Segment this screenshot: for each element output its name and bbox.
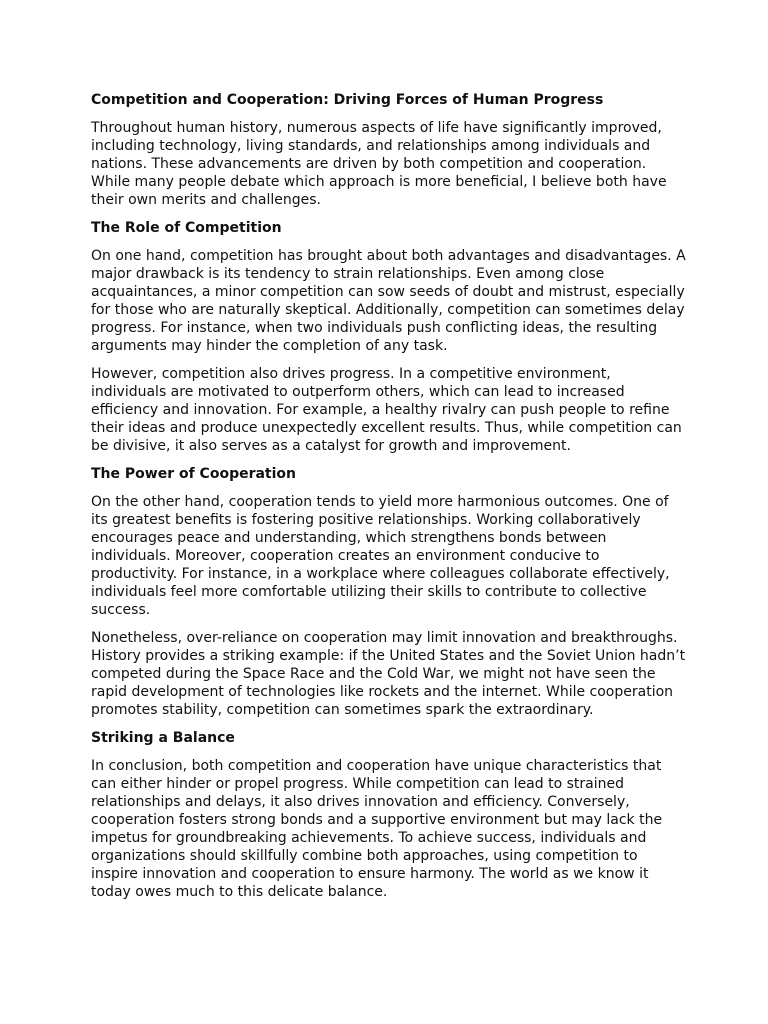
- document-title: Competition and Cooperation: Driving Forces of Human Progress: [91, 92, 604, 108]
- section-competition: [91, 219, 686, 455]
- section-paragraph: Nonetheless, over-reliance on cooperation may limit innovation and breakthroughs. History provides a striking example: if the United States and the Soviet Union hadn’t competed during the Space Race and the Cold War, we might not have seen the rapid development of technologies like rockets and the internet. While cooperation promotes stability, competition can sometimes spark the extraordinary.: [91, 630, 686, 718]
- section-paragraph: In conclusion, both competition and cooperation have unique characteristics that can either hinder or propel progress. While competition can lead to strained relationships and delays, it also drives innovation and efficiency. Conversely, cooperation fosters strong bonds and a supportive environment but may lack the impetus for groundbreaking achievements. To achieve success, individuals and organizations should skillfully combine both approaches, using competition to inspire innovation and cooperation to ensure harmony. The world as we know it today owes much to this delicate balance.: [91, 758, 663, 900]
- section-balance: [91, 729, 686, 901]
- section-heading: The Power of Cooperation: [91, 466, 297, 482]
- section-cooperation: [91, 465, 686, 719]
- section-heading: Striking a Balance: [91, 730, 235, 746]
- section-heading: The Role of Competition: [91, 220, 282, 236]
- section-paragraph: However, competition also drives progress. In a competitive environment, individuals are motivated to outperform others, which can lead to increased efficiency and innovation. For example, a healthy rivalry can push people to refine their ideas and produce unexpectedly excellent results. Thus, while competition can be divisive, it also serves as a catalyst for growth and improvement.: [91, 366, 682, 454]
- intro-paragraph: Throughout human history, numerous aspects of life have significantly improved, including technology, living standards, and relationships among individuals and nations. These advancements are driven by both competition and cooperation. While many people debate which approach is more beneficial, I believe both have their own merits and challenges.: [91, 120, 667, 208]
- section-paragraph: On the other hand, cooperation tends to yield more harmonious outcomes. One of its greatest benefits is fostering positive relationships. Working collaboratively encourages peace and understanding, which strengthens bonds between individuals. Moreover, cooperation creates an environment conducive to productivity. For instance, in a workplace where colleagues collaborate effectively, individuals feel more comfortable utilizing their skills to contribute to collective success.: [91, 494, 670, 618]
- section-paragraph: On one hand, competition has brought about both advantages and disadvantages. A major drawback is its tendency to strain relationships. Even among close acquaintances, a minor competition can sow seeds of doubt and mistrust, especially for those who are naturally skeptical. Additionally, competition can sometimes delay progress. For instance, when two individuals push conflicting ideas, the resulting arguments may hinder the completion of any task.: [91, 248, 686, 354]
- document-page: [91, 91, 686, 911]
